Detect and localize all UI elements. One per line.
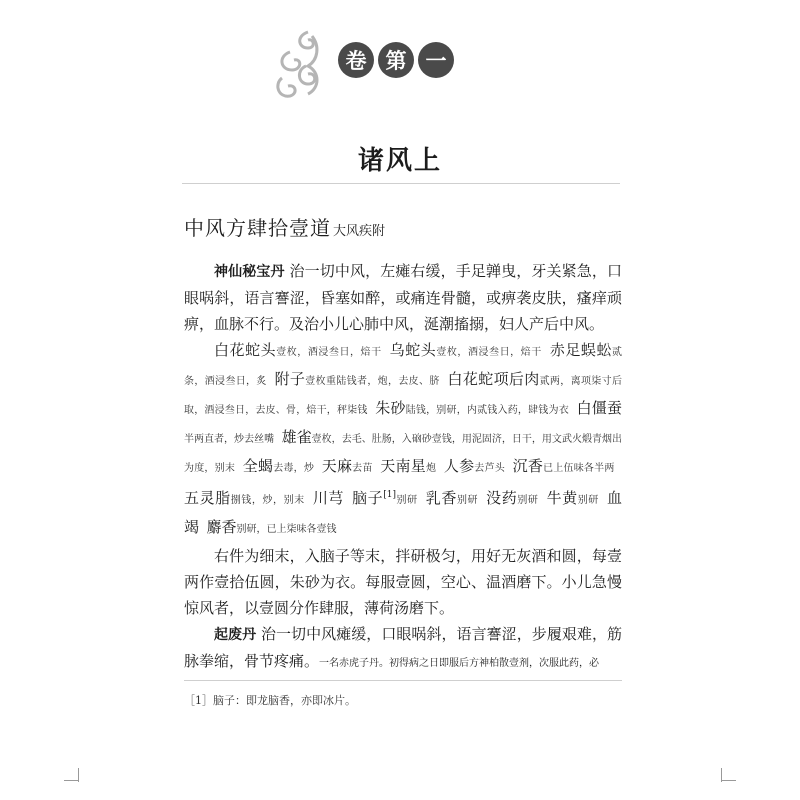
recipe-paragraph: [184, 258, 622, 337]
chapter-char: 卷: [338, 42, 374, 78]
ingredient-name: 天南星: [380, 457, 426, 475]
main-text: [184, 258, 622, 677]
ingredient-name: 乳香: [425, 489, 457, 507]
ingredient-name: 没药: [485, 489, 518, 507]
ingredient-name: 脑子: [351, 489, 384, 507]
recipe-paragraph: [184, 621, 622, 677]
footnote-marker: [1]: [383, 490, 396, 500]
ingredient-name: 人参: [443, 457, 475, 475]
footnote: ［1］脑子：即龙脑香，亦即冰片。: [184, 694, 356, 707]
ingredient-name: 血竭: [184, 489, 622, 536]
chapter-char: 第: [378, 42, 414, 78]
ingredient-name: 麝香: [206, 518, 237, 536]
recipe-description: 治一切中风，左瘫右缓，手足亸曳，牙关紧急，口眼㖞斜，语言謇涩，昏塞如醉，或痛连骨髓，或痹袭皮肤，瘙痒顽痹，血脉不行。及治小儿心肺中风，涎潮搐搦，妇人产后中风。: [184, 262, 622, 333]
crop-mark: [722, 780, 736, 781]
ingredient-note: 炮: [425, 463, 437, 474]
ingredient-name: 沉香: [512, 457, 544, 475]
recipe-note: 一名赤虎子丹。初得病之日即服后方神柏散壹剂，次服此药，必: [319, 658, 600, 669]
preparation-paragraph: 右件为细末，入脑子等末，拌研极匀，用好无灰酒和圆，每壹两作壹拾伍圆，朱砂为衣。每服壹圆，空心、温酒磨下。小儿急慢惊风者，以壹圆分作肆服，薄荷汤磨下。: [184, 547, 622, 617]
ingredient-name: 川芎: [312, 489, 344, 507]
ingredient-note: 半两直者，炒去丝嘴: [184, 434, 275, 445]
subsection-heading-main: 中风方肆拾壹道: [184, 216, 331, 240]
ingredient-name: 白花蛇头: [214, 341, 277, 359]
ingredient-name: 白花蛇项后肉: [447, 370, 540, 388]
ingredient-note: 壹枚，酒浸叁日，焙干: [276, 347, 382, 358]
ingredient-name: 赤足蜈蚣: [549, 341, 613, 359]
ingredient-name: 朱砂: [375, 399, 406, 417]
ingredient-note: 别研: [577, 495, 599, 506]
ingredient-name: 天麻: [321, 457, 353, 475]
ingredient-note: 陆钱，别研，内贰钱入药，肆钱为衣: [405, 405, 569, 416]
ingredient-note: 已上伍味各半两: [543, 463, 615, 474]
subsection-heading-note: 大风疾附: [333, 224, 386, 239]
crop-mark: [78, 768, 79, 782]
chapter-char: 一: [418, 42, 454, 78]
ingredient-name: 全蝎: [242, 457, 274, 475]
ingredient-note: 去毒，炒: [273, 463, 315, 474]
ingredient-name: 牛黄: [546, 489, 578, 507]
cloud-ornament-icon: [268, 26, 326, 106]
ingredient-name: 白僵蚕: [576, 399, 622, 417]
subsection-heading: [184, 212, 385, 241]
recipe-name: 神仙秘宝丹: [214, 264, 285, 280]
ingredient-note: 贰两，离项柒寸后取，酒浸叁日，去皮、骨，焙干，秤柒钱: [184, 376, 622, 416]
ingredient-note: 壹枚，去毛、肚肠，入硇砂壹钱，用泥固济，日干，用文武火煅青烟出为度，别末: [184, 434, 623, 474]
section-title: 诸风上: [357, 146, 442, 176]
crop-mark: [64, 780, 78, 781]
chapter-heading: [338, 42, 454, 78]
ingredient-note: 壹枚重陆钱者，炮，去皮、脐: [305, 376, 440, 387]
ingredient-note: 捌钱，炒，别末: [230, 495, 305, 506]
ingredient-note: 贰条，酒浸叁日，炙: [184, 347, 623, 387]
ingredient-note: 去芦头: [474, 463, 505, 474]
ingredient-note: 别研: [456, 495, 479, 506]
crop-mark: [721, 768, 722, 782]
ingredient-name: 雄雀: [281, 428, 312, 446]
ingredient-name: 附子: [274, 370, 306, 388]
recipe-description: 治一切中风瘫缓，口眼㖞斜，语言謇涩，步履艰难，筋脉拳缩，骨节疼痛。: [184, 625, 622, 670]
ingredient-name: 五灵脂: [184, 489, 231, 507]
ingredient-note: 去苗: [352, 463, 373, 474]
title-divider: [182, 183, 620, 184]
footnote-divider: [184, 680, 622, 681]
ingredient-note: 别研: [395, 495, 418, 506]
recipe-name: 起废丹: [214, 627, 257, 643]
ingredient-name: 乌蛇头: [389, 341, 437, 359]
ingredient-note: 别研，已上柒味各壹钱: [236, 524, 337, 535]
ingredient-note: 壹枚，酒浸叁日，焙干: [436, 347, 542, 358]
ingredient-list: [184, 337, 622, 543]
ingredient-note: 别研: [517, 495, 539, 506]
